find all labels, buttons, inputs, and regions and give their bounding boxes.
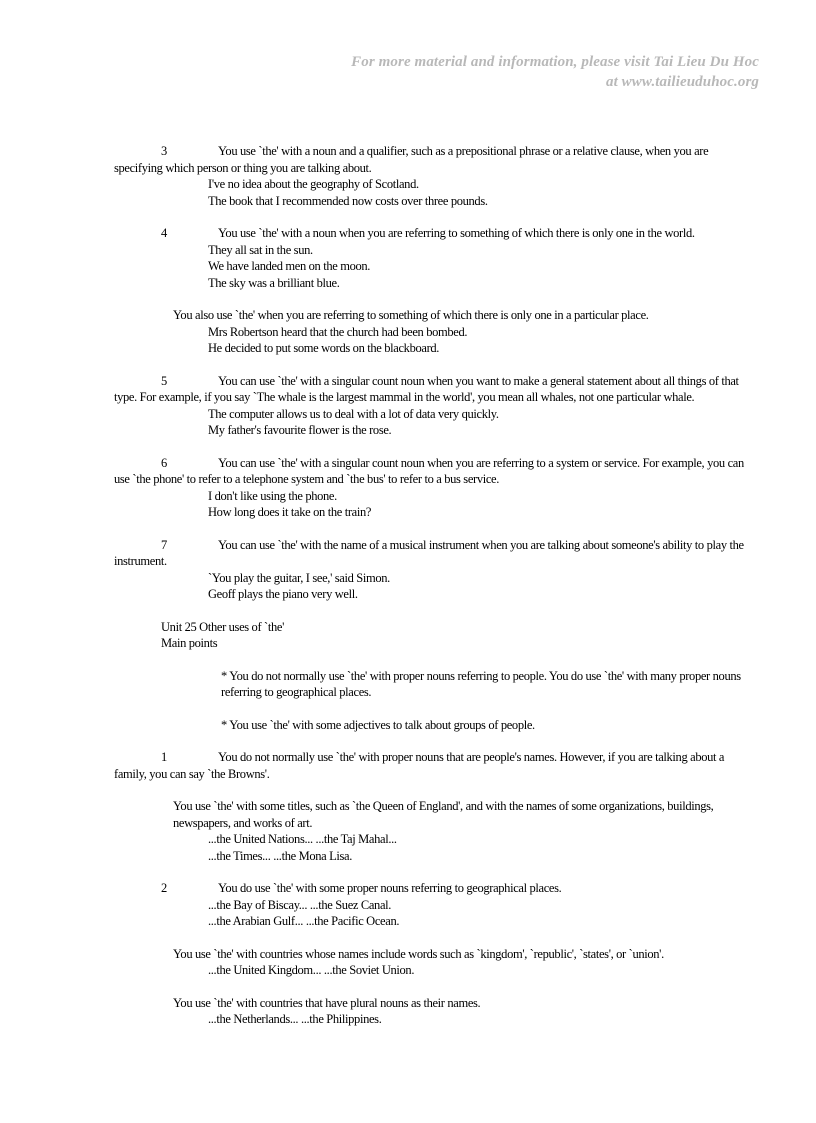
example: I've no idea about the geography of Scotland. <box>208 177 419 191</box>
example: I don't like using the phone. <box>208 488 337 503</box>
example: ...the Netherlands... ...the Philippines. <box>208 1012 382 1026</box>
section-4-paragraph <box>114 225 754 242</box>
section-4-also: You also use `the' when you are referring to something of which there is only one in a particular place. <box>173 308 649 322</box>
example: ...the United Nations... ...the Taj Mahal... <box>208 832 397 846</box>
section-text: You do not normally use `the' with proper nouns that are people's names. However, if you are talking about a family, you can say `the Browns'. <box>114 750 725 781</box>
section-text: You use `the' with a noun when you are referring to something of which there is only one in the world. <box>218 226 695 240</box>
example: The computer allows us to deal with a lot of data very quickly. <box>208 406 499 421</box>
section-number: 3 <box>161 144 167 158</box>
section-3-paragraph <box>114 143 754 176</box>
unit-section-2-also-2: You use `the' with countries that have plural nouns as their names. <box>173 995 481 1010</box>
unit-section-2-also-1: You use `the' with countries whose names include words such as `kingdom', `republic', `states', or `union'. <box>173 946 664 961</box>
section-5-paragraph <box>114 373 754 406</box>
section-number: 4 <box>161 226 167 240</box>
unit-subtitle: Main points <box>161 636 218 650</box>
example: `You play the guitar, I see,' said Simon. <box>208 570 390 585</box>
unit-section-2-paragraph <box>114 880 754 897</box>
site-header <box>351 52 759 92</box>
unit-section-1-paragraph <box>114 749 754 782</box>
example: ...the United Kingdom... ...the Soviet Union. <box>208 963 415 977</box>
example: Mrs Robertson heard that the church had been bombed. <box>208 324 468 339</box>
main-point-bullet: * You use `the' with some adjectives to talk about groups of people. <box>221 717 535 732</box>
example: They all sat in the sun. <box>208 242 313 257</box>
example: He decided to put some words on the blackboard. <box>208 341 440 355</box>
section-6-paragraph <box>114 455 754 488</box>
example: The book that I recommended now costs over three pounds. <box>208 193 488 208</box>
section-text: You can use `the' with the name of a musical instrument when you are talking about someone's ability to play the instrument. <box>114 537 744 568</box>
section-number: 7 <box>161 537 167 552</box>
section-text: You can use `the' with a singular count noun when you are referring to a system or service. For example, you can use `the phone' to refer to a telephone system and `the bus' to refer to a bus service. <box>114 455 744 486</box>
example: ...the Bay of Biscay... ...the Suez Canal. <box>208 897 392 912</box>
section-text: You can use `the' with a singular count noun when you want to make a general statement about all things of that type. For example, if you say `The whale is the largest mammal in the world', you mean all whales, not one particular whale. <box>114 373 739 404</box>
example: We have landed men on the moon. <box>208 259 371 273</box>
example: The sky was a brilliant blue. <box>208 275 340 290</box>
section-number: 1 <box>161 750 167 764</box>
example: ...the Arabian Gulf... ...the Pacific Ocean. <box>208 914 400 928</box>
example: How long does it take on the train? <box>208 505 372 519</box>
example: ...the Times... ...the Mona Lisa. <box>208 848 353 863</box>
example: My father's favourite flower is the rose. <box>208 423 392 437</box>
main-point-bullet: * You do not normally use `the' with proper nouns referring to people. You do use `the' with many proper nouns referring to geographical places. <box>221 668 741 699</box>
section-number: 5 <box>161 373 167 388</box>
example: Geoff plays the piano very well. <box>208 587 358 601</box>
header-line-2: at www.tailieuduhoc.org <box>605 74 759 90</box>
unit-title: Unit 25 Other uses of `the' <box>161 619 284 634</box>
section-7-paragraph <box>114 537 754 570</box>
unit-section-1-also: You use `the' with some titles, such as `the Queen of England', and with the names of some organizations, buildings, newspapers, and works of art. <box>173 799 714 830</box>
section-number: 2 <box>161 881 167 895</box>
section-text: You do use `the' with some proper nouns referring to geographical places. <box>218 881 562 895</box>
section-text: You use `the' with a noun and a qualifier, such as a prepositional phrase or a relative clause, when you are specifying which person or thing you are talking about. <box>114 144 709 175</box>
section-number: 6 <box>161 455 167 470</box>
header-line-1: For more material and information, please visit Tai Lieu Du Hoc <box>351 54 759 70</box>
document-body <box>114 143 754 1028</box>
